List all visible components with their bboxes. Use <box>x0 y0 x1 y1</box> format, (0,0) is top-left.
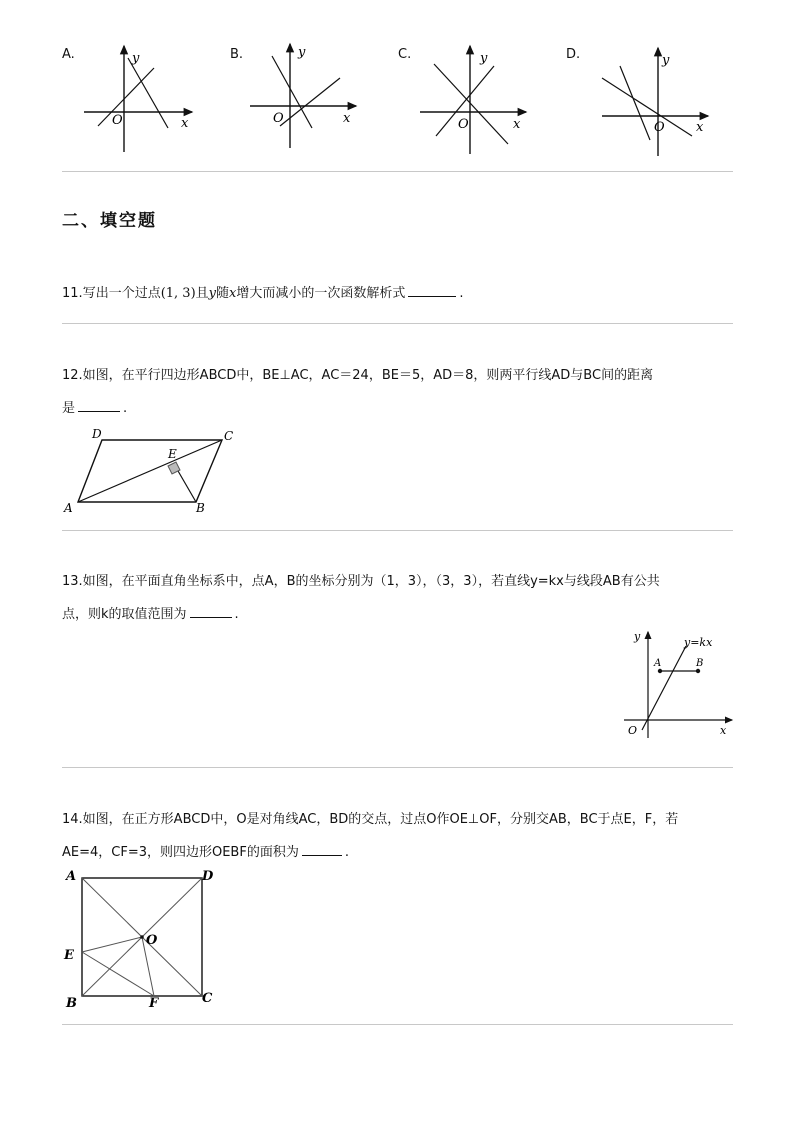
origin-label: O <box>628 724 638 737</box>
point-a-label: A <box>64 501 73 515</box>
section-title: 二、填空题 <box>62 211 157 231</box>
option-a-graph <box>80 40 200 160</box>
point-e-label: E <box>168 447 177 461</box>
point-a-label: A <box>654 658 662 669</box>
option-a-label: A. <box>62 47 75 62</box>
q13-end: . <box>234 607 239 622</box>
q11-point: (1, 3) <box>160 286 196 301</box>
point-b-label: B <box>66 996 77 1011</box>
q12-line-1: 12.如图，在平行四边形ABCD中，BE⊥AC，AC＝24，BE＝5，AD＝8，则两平行线AD与BC间的距离 <box>62 368 654 383</box>
y-axis-label: y <box>132 51 140 66</box>
x-axis-label: x <box>513 117 521 132</box>
answer-blank[interactable] <box>190 604 232 618</box>
q11-var-x: x <box>229 286 237 301</box>
x-axis-label: x <box>181 116 189 131</box>
divider <box>62 1024 733 1025</box>
q11-var-y: y <box>208 286 217 301</box>
q14-end: . <box>344 845 349 860</box>
option-c-graph <box>416 40 536 160</box>
point-e-label: E <box>64 948 74 963</box>
q13-line-1: 13.如图，在平面直角坐标系中，点A，B的坐标分别为（1，3），（3，3），若直线y=kx与线段AB有公共 <box>62 574 660 589</box>
q14-text: AE=4，CF=3，则四边形OEBF的面积为 <box>62 845 299 860</box>
x-axis-label: x <box>343 111 351 126</box>
point-c-label: C <box>224 429 234 443</box>
point-o-label: O <box>146 933 158 948</box>
question-13-line-2 <box>62 604 239 625</box>
divider <box>62 767 733 768</box>
q11-number: 11. <box>62 286 83 301</box>
q11-text-1: 写出一个过点 <box>82 286 161 301</box>
origin-label: O <box>273 111 284 126</box>
answer-blank[interactable] <box>408 283 456 297</box>
divider <box>62 323 733 324</box>
q14-line-1: 14.如图，在正方形ABCD中，O是对角线AC，BD的交点，过点O作OE⊥OF，分别交AB，BC于点E，F，若 <box>62 812 679 827</box>
origin-label: O <box>112 113 123 128</box>
question-12-line-2 <box>62 398 127 419</box>
divider <box>62 530 733 531</box>
y-axis-label: y <box>298 45 306 60</box>
answer-blank[interactable] <box>302 842 342 856</box>
origin-label: O <box>654 120 665 135</box>
point-b-label: B <box>196 501 205 515</box>
point-b-label: B <box>696 658 704 669</box>
option-b-graph <box>246 40 366 160</box>
line-label: y=kx <box>684 636 713 649</box>
answer-blank[interactable] <box>78 398 120 412</box>
coordinate-figure <box>620 626 738 744</box>
parallelogram-figure <box>62 422 242 522</box>
point-c-label: C <box>202 991 213 1006</box>
option-d-graph <box>598 40 718 160</box>
point-f-label: F <box>149 996 159 1011</box>
option-b-label: B. <box>230 47 244 62</box>
divider <box>62 171 733 172</box>
option-d-label: D. <box>566 47 581 62</box>
q11-text-4: 增大而减小的一次函数解析式 <box>236 286 406 301</box>
x-axis-label: x <box>696 120 704 135</box>
square-figure <box>62 866 222 1014</box>
q12-end: . <box>123 401 128 416</box>
origin-label: O <box>458 117 469 132</box>
y-axis-label: y <box>634 630 641 643</box>
q11-text-2: 且 <box>195 286 209 301</box>
q13-text: 点，则k的取值范围为 <box>62 607 187 622</box>
point-d-label: D <box>92 427 102 441</box>
q12-text: 是 <box>62 401 76 416</box>
q11-end: . <box>459 286 464 301</box>
y-axis-label: y <box>662 53 670 68</box>
q11-text-3: 随 <box>216 286 230 301</box>
option-c-label: C. <box>398 47 412 62</box>
point-a-label: A <box>66 869 77 884</box>
question-14-line-2 <box>62 842 349 863</box>
question-11 <box>62 283 464 304</box>
x-axis-label: x <box>720 724 727 737</box>
y-axis-label: y <box>480 51 488 66</box>
point-d-label: D <box>202 869 214 884</box>
